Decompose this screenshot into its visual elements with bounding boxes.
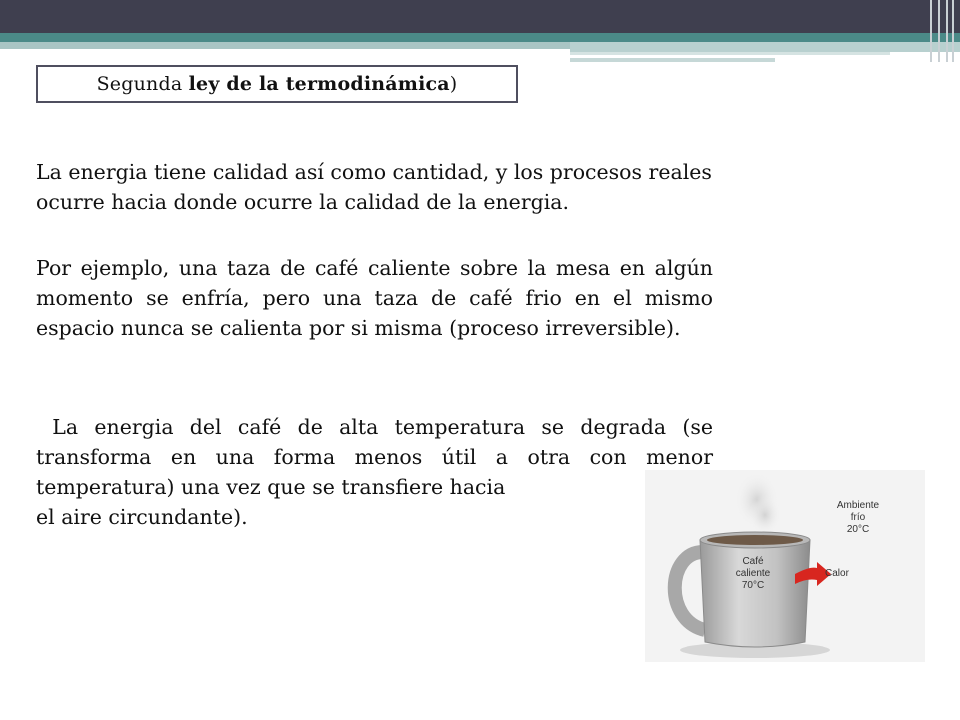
header-teal-band: [0, 33, 960, 42]
ambient-label-line: Ambiente: [836, 500, 880, 511]
coffee-cup-figure: [645, 470, 925, 662]
header-pale-line-short: [570, 58, 775, 62]
slide-title: [36, 65, 518, 103]
steam-cloud: [749, 495, 781, 535]
heat-label: Calor: [825, 568, 849, 579]
ambient-label-line: frío: [850, 512, 866, 523]
cup-handle: [675, 552, 705, 630]
paragraph-degradation-line-a: La energia del café de alta temperatura se degrada (se transforma en una forma menos útil a otra con menor temperatura) una vez que se transfiere hacia: [36, 415, 720, 499]
header-vertical-line: [938, 0, 940, 62]
ambient-label-line: 20°C: [846, 524, 870, 535]
title-bold: ley de la termodinámica: [188, 73, 450, 95]
header-vertical-line: [930, 0, 932, 62]
paragraph-quality: La energia tiene calidad así como cantidad, y los procesos reales ocurre hacia donde ocurre la calidad de la energia.: [36, 160, 712, 214]
cup-label-line: 70°C: [741, 580, 765, 591]
paragraph-degradation-line-b: el aire circundante).: [36, 505, 248, 529]
cup-label-line: Café: [742, 556, 764, 567]
header-vertical-line: [946, 0, 948, 62]
header-pale-line: [570, 52, 890, 55]
header-bar: [0, 0, 960, 33]
header-pale-band-right: [570, 42, 960, 52]
title-suffix: ): [449, 73, 458, 95]
cup-label-line: caliente: [735, 568, 771, 579]
paragraph-example: Por ejemplo, una taza de café caliente sobre la mesa en algún momento se enfría, pero una taza de café frio en el mismo espacio nunca se calienta por si misma (proceso irreversible).: [36, 256, 713, 340]
ambient-label: [827, 500, 889, 536]
title-prefix: Segunda: [96, 73, 189, 95]
coffee-surface: [707, 535, 803, 545]
paragraph-degradation: [36, 412, 720, 532]
header-pale-band-left: [0, 42, 570, 49]
header-vertical-line: [952, 0, 954, 62]
cup-label: [723, 556, 783, 592]
coffee-cup-illustration: [645, 470, 925, 662]
